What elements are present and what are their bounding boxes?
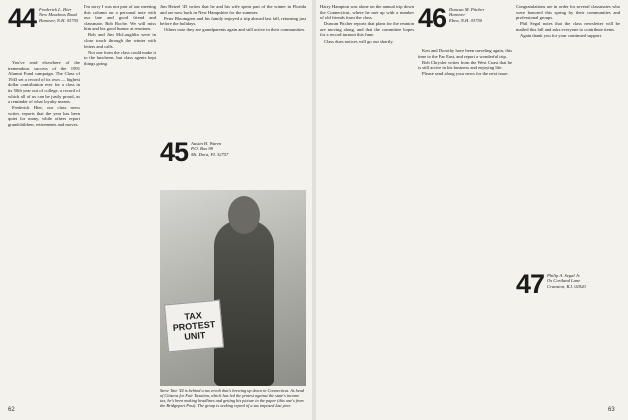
paragraph: Harry Hampton was alone on the annual trip down the Connecticut, where he met up with a number of old friends from the class. xyxy=(320,4,414,21)
paragraph: Duncan Pitcher reports that plans for the reunion are moving along, and that the committee hopes for a record turnout this June. xyxy=(320,21,414,38)
paragraph: Class dues notices will go out shortly. xyxy=(324,38,394,44)
paragraph: Others note they are grandparents again and still active in their communities. xyxy=(164,27,306,33)
text-column-4 xyxy=(320,4,414,404)
class-year: 44 xyxy=(8,3,37,33)
class-heading-44 xyxy=(8,3,79,33)
paragraph: Phil Segal notes that the class newsletter will be mailed this fall and asks everyone to contribute items. xyxy=(516,21,620,32)
paragraph: Ken and Dorothy have been traveling again, this time to the Far East, and report a wonderful trip. xyxy=(418,48,512,59)
class-year: 47 xyxy=(516,269,545,299)
paragraph: Peter Bloomgren and his family enjoyed a trip abroad last fall, returning just before the holidays. xyxy=(160,15,306,27)
class-heading-47 xyxy=(516,269,586,299)
text-column-2 xyxy=(84,4,156,404)
class-secretary-info: Duncan M. Pitcher Hanover Eben, N.H. 03750 xyxy=(449,7,485,23)
paragraph: Jim Hetzel '45 writes that he and his wife spent part of the winter in Florida and are now back in New Hampshire for the summer. xyxy=(160,4,306,15)
text-column-5 xyxy=(418,4,512,404)
class-year: 46 xyxy=(418,3,447,33)
protest-sign: TAX PROTEST UNIT xyxy=(164,300,224,353)
paragraph: Frederick Hier, our class news writer, reports that the year has been quiet for many, while others report grandchildren, retirements and moves. xyxy=(8,105,80,128)
page-number-right: 63 xyxy=(608,407,615,413)
page-number-left: 62 xyxy=(8,407,15,413)
photo-person xyxy=(214,220,274,386)
class-heading-46 xyxy=(418,3,485,33)
class-secretary-info: Philip A. Segal Jr. Os Cortland Lane Cranston, R.I. 02920 xyxy=(547,273,586,289)
paragraph: Again thank you for your continued support. xyxy=(520,32,603,38)
class-year: 45 xyxy=(160,137,189,167)
photo-tax-protest xyxy=(160,190,306,386)
text-column-1 xyxy=(8,4,80,404)
paragraph: Congratulations are in order for several classmates who were honored this spring by their communities and professional groups. xyxy=(516,4,620,21)
paragraph: I'm sorry I was not part of our meeting this column on a personal note with our late and good friend and classmate, Bob Roche. We will miss him and his good humor at reunions. xyxy=(84,4,156,32)
page-gutter xyxy=(312,0,316,420)
text-column-6 xyxy=(516,4,620,404)
paragraph: Bob Chrysler writes from the West Coast that he is still active in his business and enjoying life. xyxy=(418,59,512,71)
class-secretary-info: Frederick L. Hier New Meadows Road Hanover, N.H. 03755 xyxy=(39,7,79,23)
class-heading-45 xyxy=(160,137,229,167)
paragraph: Not one from the class could make it to the luncheon, but class agents kept things going. xyxy=(84,49,156,66)
photo-person-head xyxy=(228,196,260,234)
photo-caption: Steve Tate '44 is behind a tax revolt that's brewing up down in Connecticut. As head of Citizens for Fair Taxation, which has led the protest against the state's income tax, he's been making headlines and getting his picture in the paper (this one's from the Bridgeport Post). The group is seeking repeal of a tax imposed last year. xyxy=(160,388,305,408)
paragraph: You've read elsewhere of the tremendous success of the 1991 Alumni Fund campaign. The Class of 1943 set a record of its own — highest dollar contribution ever for a class in its 50th year out of college, a record of which all of us can be justly proud, as a reminder of what loyalty means. xyxy=(8,60,80,105)
paragraph: Please send along your news for the next issue. xyxy=(422,71,509,77)
class-secretary-info: Austin H. Waren P.O. Box 98 Mt. Dora, FL 32757 xyxy=(191,141,229,157)
paragraph: Bob and Jim McLaughlin were in close touch through the winter with letters and calls. xyxy=(84,32,156,49)
